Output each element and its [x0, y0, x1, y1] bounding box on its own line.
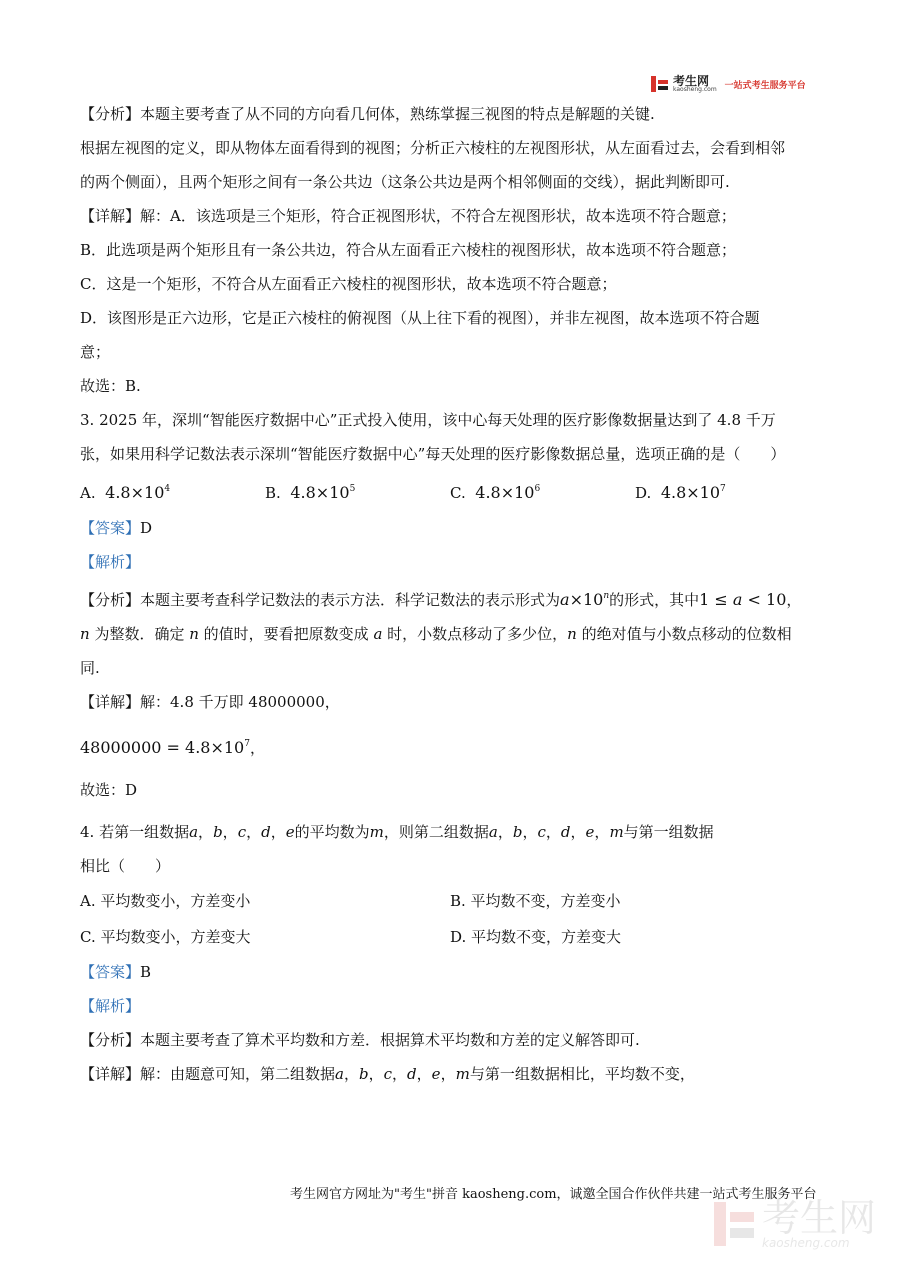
logo-slogan: 一站式考生服务平台 [724, 80, 806, 91]
q3-option-a[interactable]: A. $4.8\times 10^4$ [80, 483, 171, 502]
q3-analysis-line: 【分析】本题主要考查科学记数法的表示方法．科学记数法的表示形式为$a\times 10^n$的形式，其中1 ≤ a < 10， [80, 590, 802, 609]
q2-analysis-line-2: 根据左视图的定义，即从物体左面看得到的视图；分析正六棱柱的左视图形状，从左面看过去，会看到相邻 [80, 139, 786, 157]
footer-text: 考生网官方网址为"考生"拼音 kaosheng.com，诚邀全国合作伙伴共建一站式考生服务平台 [290, 1187, 817, 1202]
q4-answer: 【答案】B [80, 963, 152, 981]
q3-option-d[interactable]: D. $4.8\times 10^7$ [635, 483, 726, 502]
site-logo[interactable] [651, 74, 806, 94]
q2-detail-d2: 意； [80, 343, 111, 361]
q3-answer: 【答案】D [80, 519, 153, 537]
q3-analysis-line-2: n 为整数．确定 n 的值时，要看把原数变成 a 时，小数点移动了多少位，n 的绝对值与小数点移动的位数相 [80, 625, 792, 643]
q2-analysis-line: 【分析】本题主要考查了从不同的方向看几何体，熟练掌握三视图的特点是解题的关键. [80, 105, 655, 123]
q3-analysis-line-3: 同. [80, 659, 100, 677]
q4-option-a[interactable]: A. 平均数变小，方差变小 [80, 892, 251, 910]
watermark-name: 考生网 [762, 1196, 877, 1240]
watermark-mark-icon [714, 1198, 756, 1250]
q4-stem-2: 相比（ ） [80, 857, 171, 875]
q3-equation: $48000000 = 4.8\times 10^7$， [80, 738, 265, 757]
watermark-domain: kaosheng.com [762, 1236, 850, 1250]
q4-jiexi: 【解析】 [80, 997, 141, 1015]
document-body [80, 104, 820, 1098]
watermark-logo [714, 1198, 876, 1250]
q4-options-row-1 [80, 890, 820, 912]
q4-option-b[interactable]: B. 平均数不变，方差变小 [450, 892, 621, 910]
logo-mark-icon [651, 74, 669, 94]
q4-detail-line: 【详解】解：由题意可知，第二组数据a，b，c，d，e，m与第一组数据相比，平均数不变， [80, 1065, 695, 1083]
q2-detail-c: C．这是一个矩形，不符合从左面看正六棱柱的视图形状，故本选项不符合题意； [80, 275, 617, 293]
q3-detail-line: 【详解】解：4.8 千万即 48000000， [80, 693, 340, 711]
q4-option-c[interactable]: C. 平均数变小，方差变大 [80, 928, 251, 946]
q3-choice: 故选：D [80, 781, 138, 799]
q4-option-d[interactable]: D. 平均数不变，方差变大 [450, 928, 622, 946]
q3-option-b[interactable]: B. $4.8\times 10^5$ [265, 483, 356, 502]
q3-stem-1: 3. 2025 年，深圳“智能医疗数据中心”正式投入使用，该中心每天处理的医疗影像数据量达到了 4.8 千万 [80, 411, 776, 429]
q2-detail-d: D．该图形是正六边形，它是正六棱柱的俯视图（从上往下看的视图），并非左视图，故本选项不符合题 [80, 309, 760, 327]
q2-detail-b: B．此选项是两个矩形且有一条公共边，符合从左面看正六棱柱的视图形状，故本选项不符合题意； [80, 241, 737, 259]
q2-choice: 故选：B. [80, 377, 141, 395]
q4-stem-1: 4. 若第一组数据a，b，c，d，e的平均数为m，则第二组数据a，b，c，d，e，m与第一组数据 [80, 823, 714, 841]
q4-analysis-line: 【分析】本题主要考查了算术平均数和方差．根据算术平均数和方差的定义解答即可. [80, 1031, 640, 1049]
logo-name: 考生网 [673, 74, 710, 88]
q3-option-c[interactable]: C. $4.8\times 10^6$ [450, 483, 541, 502]
q4-options-row-2 [80, 926, 820, 948]
logo-domain: kaosheng.com [673, 86, 717, 93]
q2-detail-line: 【详解】解：A．该选项是三个矩形，符合正视图形状，不符合左视图形状，故本选项不符合题意； [80, 207, 736, 225]
q3-options [80, 478, 820, 504]
q3-jiexi: 【解析】 [80, 553, 141, 571]
q2-analysis-line-3: 的两个侧面），且两个矩形之间有一条公共边（这条公共边是两个相邻侧面的交线），据此判断即可. [80, 173, 730, 191]
q3-stem-2: 张，如果用科学记数法表示深圳“智能医疗数据中心”每天处理的医疗影像数据总量，选项正确的是（ ） [80, 445, 786, 463]
